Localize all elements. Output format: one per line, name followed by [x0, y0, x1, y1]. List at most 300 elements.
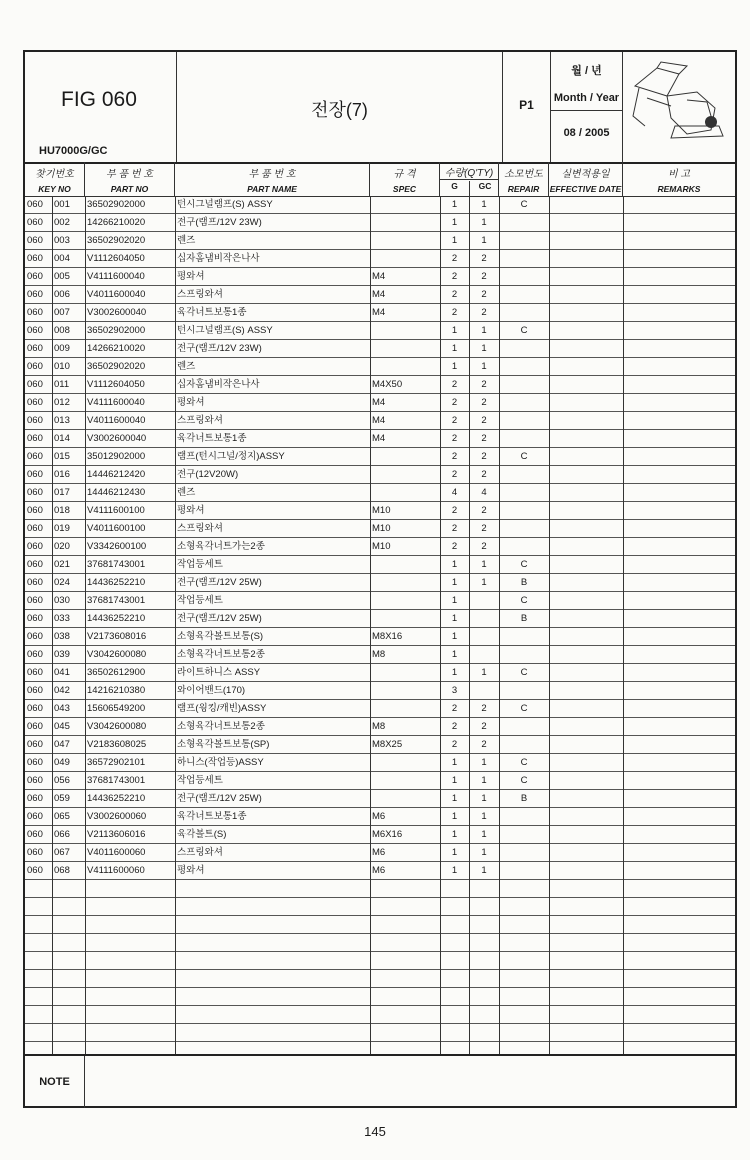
cell-spec [370, 358, 440, 375]
table-row [25, 286, 735, 304]
cell-fig: 060 [27, 451, 43, 462]
cell-key: 018 [54, 505, 70, 516]
cell-part-no: V3042600080 [87, 649, 147, 660]
cell-gc: 1 [481, 667, 487, 678]
table-row [25, 754, 735, 772]
cell-key: 041 [54, 667, 70, 678]
table-row [25, 790, 735, 808]
cell-spec [370, 322, 440, 339]
cell-gc: 1 [481, 811, 487, 822]
cell-key: 006 [54, 289, 70, 300]
cell-key: 042 [54, 685, 70, 696]
cell-part-no: 36502902020 [87, 235, 146, 246]
cell-name: 육각너트보통1종 [177, 433, 247, 444]
cell-part-no: V4011600040 [87, 289, 146, 300]
note-label: NOTE [25, 1056, 85, 1108]
cell-fig: 060 [27, 541, 43, 552]
cell-gc: 1 [481, 865, 487, 876]
cell-key: 001 [54, 199, 70, 210]
cell-fig: 060 [27, 811, 43, 822]
cell-gc: 2 [481, 451, 487, 462]
cell-name: 작업등세트 [177, 595, 223, 606]
cell-name: 전구(램프/12V 25W) [177, 793, 262, 804]
cell-spec: M8 [372, 649, 386, 660]
cell-spec [370, 754, 440, 771]
cell-key: 012 [54, 397, 70, 408]
cell-spec [370, 196, 440, 213]
cell-fig: 060 [27, 829, 43, 840]
cell-fig: 060 [27, 343, 43, 354]
cell-fig: 060 [27, 325, 43, 336]
cell-key: 005 [54, 271, 70, 282]
cell-spec: M6 [372, 811, 386, 822]
cell-key: 011 [54, 379, 70, 390]
cell-name: 전구(램프/12V 25W) [177, 613, 262, 624]
cell-key: 030 [54, 595, 70, 606]
cell-name: 십자홈냄비작은나사 [177, 379, 260, 390]
empty-row [25, 934, 735, 952]
cell-g: 1 [451, 649, 458, 660]
cell-gc: 1 [481, 361, 487, 372]
cell-part-no: 15606549200 [87, 703, 146, 714]
cell-fig: 060 [27, 433, 43, 444]
table-row [25, 574, 735, 592]
cell-spec [370, 610, 440, 627]
cell-part-no: V4011600060 [87, 847, 146, 858]
fig-cell [25, 52, 177, 162]
cell-repair [499, 862, 549, 879]
cell-fig: 060 [27, 415, 43, 426]
table-row [25, 700, 735, 718]
table-row [25, 610, 735, 628]
cell-repair: B [520, 793, 528, 804]
cell-spec: M8 [372, 721, 386, 732]
cell-g: 1 [451, 199, 458, 210]
note-section [25, 1054, 735, 1108]
cell-gc: 2 [481, 505, 487, 516]
cell-g: 2 [451, 523, 458, 534]
cell-gc [469, 682, 499, 699]
cell-fig: 060 [27, 631, 43, 642]
cell-name: 평와셔 [177, 865, 205, 876]
table-row [25, 538, 735, 556]
cell-name: 전구(램프/12V 25W) [177, 577, 262, 588]
cell-part-no: 37681743001 [87, 595, 146, 606]
cell-fig: 060 [27, 469, 43, 480]
cell-gc: 4 [481, 487, 487, 498]
table-row [25, 430, 735, 448]
cell-g: 2 [451, 541, 458, 552]
cell-key: 021 [54, 559, 70, 570]
cell-name: 스프링와셔 [177, 523, 223, 534]
table-row [25, 628, 735, 646]
cell-part-no: 36502902020 [87, 361, 146, 372]
cell-name: 스프링와셔 [177, 847, 223, 858]
cell-part-no: 36502902000 [87, 325, 146, 336]
table-row [25, 520, 735, 538]
cell-g: 2 [451, 397, 458, 408]
month-year-en: Month / Year [553, 92, 620, 104]
cell-key: 067 [54, 847, 70, 858]
cell-part-no: 35012902000 [87, 451, 146, 462]
cell-gc: 2 [481, 739, 487, 750]
cell-key: 004 [54, 253, 70, 264]
cell-g: 1 [451, 235, 458, 246]
cell-name: 소형육각너트보통2종 [177, 721, 265, 732]
col-qty: 수량(Q'TY) G GC [440, 162, 499, 196]
cell-name: 스프링와셔 [177, 415, 223, 426]
cell-g: 1 [451, 865, 458, 876]
table-row [25, 556, 735, 574]
cell-part-no: 36502612900 [87, 667, 146, 678]
cell-key: 009 [54, 343, 70, 354]
empty-row [25, 1024, 735, 1042]
cell-gc: 1 [481, 847, 487, 858]
cell-spec [370, 448, 440, 465]
cell-fig: 060 [27, 775, 43, 786]
cell-repair [499, 268, 549, 285]
cell-name: 램프(윙킹/캐빈)ASSY [177, 703, 267, 714]
cell-part-no: V1112604050 [87, 253, 145, 264]
cell-key: 008 [54, 325, 70, 336]
cell-g: 3 [451, 685, 458, 696]
cell-repair [499, 502, 549, 519]
cell-gc: 2 [481, 703, 487, 714]
cell-gc: 2 [481, 271, 487, 282]
cell-fig: 060 [27, 613, 43, 624]
cell-g: 2 [451, 505, 458, 516]
cell-name: 전구(램프/12V 23W) [177, 343, 262, 354]
cell-name: 라이트하니스 ASSY [177, 667, 261, 678]
cell-part-no: V1112604050 [87, 379, 145, 390]
cell-repair [499, 718, 549, 735]
cell-part-no: V4111600040 [87, 397, 145, 408]
cell-spec [370, 214, 440, 231]
table-row [25, 646, 735, 664]
table-row [25, 484, 735, 502]
cell-key: 013 [54, 415, 70, 426]
page-cell [503, 52, 551, 162]
date-value: 08 / 2005 [563, 127, 610, 139]
cell-repair [499, 826, 549, 843]
table-row [25, 502, 735, 520]
cell-fig: 060 [27, 757, 43, 768]
cell-part-no: 14436252210 [87, 577, 146, 588]
excavator-icon [627, 56, 731, 156]
cell-g: 1 [451, 775, 458, 786]
table-row [25, 340, 735, 358]
cell-spec: M4 [372, 289, 386, 300]
cell-name: 평와셔 [177, 271, 205, 282]
cell-repair [499, 286, 549, 303]
cell-repair [499, 412, 549, 429]
cell-gc: 2 [481, 469, 487, 480]
cell-g: 1 [451, 829, 458, 840]
cell-spec [370, 340, 440, 357]
cell-gc: 2 [481, 253, 487, 264]
cell-part-no: V2183608025 [87, 739, 147, 750]
cell-repair: C [520, 199, 528, 210]
cell-spec [370, 700, 440, 717]
cell-spec: M6 [372, 865, 386, 876]
cell-g: 1 [451, 343, 458, 354]
cell-gc: 2 [481, 523, 487, 534]
cell-part-no: V2113606016 [87, 829, 146, 840]
cell-spec: M4 [372, 397, 386, 408]
empty-row [25, 1006, 735, 1024]
month-year-ko: 월 / 년 [571, 65, 602, 77]
cell-g: 2 [451, 307, 458, 318]
cell-name: 십자홈냄비작은나사 [177, 253, 260, 264]
cell-key: 043 [54, 703, 70, 714]
col-repair: 소모번도 REPAIR [499, 162, 549, 196]
cell-gc: 2 [481, 397, 487, 408]
cell-fig: 060 [27, 559, 43, 570]
cell-fig: 060 [27, 793, 43, 804]
col-part-no: 부 품 번 호 PART NO [85, 162, 175, 196]
cell-g: 1 [451, 811, 458, 822]
cell-repair [499, 538, 549, 555]
cell-key: 007 [54, 307, 70, 318]
cell-key: 066 [54, 829, 70, 840]
table-row [25, 376, 735, 394]
empty-row [25, 970, 735, 988]
table-row [25, 682, 735, 700]
cell-spec: M4X50 [372, 379, 403, 390]
cell-spec: M8X16 [372, 631, 403, 642]
cell-g: 1 [451, 757, 458, 768]
cell-name: 전구(램프/12V 23W) [177, 217, 262, 228]
cell-repair [499, 394, 549, 411]
cell-fig: 060 [27, 685, 43, 696]
cell-part-no: V2173608016 [87, 631, 147, 642]
cell-key: 015 [54, 451, 70, 462]
cell-name: 평와셔 [177, 397, 205, 408]
cell-spec: M10 [372, 541, 391, 552]
cell-repair [499, 646, 549, 663]
cell-repair: C [520, 667, 528, 678]
cell-key: 003 [54, 235, 70, 246]
cell-spec [370, 592, 440, 609]
cell-g: 2 [451, 703, 458, 714]
table-row [25, 196, 735, 214]
col-spec: 규 격 SPEC [370, 162, 440, 196]
cell-part-no: V4111600060 [87, 865, 145, 876]
cell-spec: M4 [372, 433, 386, 444]
parts-sheet [23, 50, 737, 1108]
cell-gc [469, 646, 499, 663]
cell-fig: 060 [27, 667, 43, 678]
cell-key: 068 [54, 865, 70, 876]
cell-g: 2 [451, 433, 458, 444]
cell-g: 1 [451, 595, 458, 606]
cell-spec [370, 484, 440, 501]
cell-g: 2 [451, 289, 458, 300]
parts-table-body [25, 196, 735, 1054]
table-row [25, 826, 735, 844]
cell-gc [469, 592, 499, 609]
cell-repair [499, 340, 549, 357]
cell-part-no: 37681743001 [87, 559, 146, 570]
table-row [25, 448, 735, 466]
cell-g: 1 [451, 847, 458, 858]
cell-repair: C [520, 325, 528, 336]
cell-repair: B [520, 613, 528, 624]
cell-name: 작업등세트 [177, 559, 223, 570]
cell-key: 059 [54, 793, 70, 804]
table-row [25, 592, 735, 610]
cell-g: 1 [451, 613, 458, 624]
cell-spec [370, 250, 440, 267]
cell-key: 033 [54, 613, 70, 624]
cell-key: 047 [54, 739, 70, 750]
cell-part-no: 14266210020 [87, 217, 146, 228]
cell-gc: 1 [481, 235, 487, 246]
cell-repair [499, 358, 549, 375]
cell-key: 016 [54, 469, 70, 480]
cell-fig: 060 [27, 397, 43, 408]
cell-repair [499, 376, 549, 393]
page-title: 전장(7) [311, 100, 368, 120]
table-row [25, 358, 735, 376]
cell-key: 056 [54, 775, 70, 786]
cell-repair [499, 844, 549, 861]
cell-part-no: V3002600040 [87, 433, 147, 444]
cell-spec [370, 232, 440, 249]
cell-fig: 060 [27, 721, 43, 732]
cell-spec [370, 790, 440, 807]
cell-fig: 060 [27, 649, 43, 660]
table-row [25, 412, 735, 430]
col-effective-date: 실변적용일 EFFECTIVE DATE [549, 162, 623, 196]
page-number: 145 [364, 1124, 386, 1139]
cell-g: 2 [451, 721, 458, 732]
table-row [25, 844, 735, 862]
cell-gc: 2 [481, 415, 487, 426]
cell-key: 002 [54, 217, 70, 228]
cell-g: 2 [451, 379, 458, 390]
cell-key: 019 [54, 523, 70, 534]
cell-gc: 1 [481, 757, 487, 768]
cell-spec [370, 574, 440, 591]
cell-key: 010 [54, 361, 70, 372]
cell-name: 육각너트보통1종 [177, 811, 247, 822]
cell-key: 014 [54, 433, 70, 444]
cell-repair: C [520, 757, 528, 768]
cell-spec: M10 [372, 505, 391, 516]
table-row [25, 772, 735, 790]
cell-name: 하니스(작업등)ASSY [177, 757, 264, 768]
cell-fig: 060 [27, 703, 43, 714]
table-row [25, 736, 735, 754]
cell-repair [499, 232, 549, 249]
cell-part-no: V3342600100 [87, 541, 147, 552]
cell-gc: 2 [481, 541, 487, 552]
table-row [25, 862, 735, 880]
cell-fig: 060 [27, 577, 43, 588]
cell-spec [370, 682, 440, 699]
cell-g: 2 [451, 451, 458, 462]
cell-fig: 060 [27, 847, 43, 858]
column-headers [25, 162, 735, 197]
cell-part-no: 14266210020 [87, 343, 146, 354]
cell-spec: M4 [372, 271, 386, 282]
table-row [25, 322, 735, 340]
cell-g: 2 [451, 469, 458, 480]
cell-spec: M8X25 [372, 739, 403, 750]
cell-repair [499, 250, 549, 267]
cell-key: 045 [54, 721, 70, 732]
cell-part-no: 14446212430 [87, 487, 146, 498]
cell-part-no: 14436252210 [87, 613, 146, 624]
cell-part-no: 14446212420 [87, 469, 146, 480]
cell-key: 065 [54, 811, 70, 822]
cell-name: 소형육각너트보통2종 [177, 649, 265, 660]
cell-part-no: V4011600100 [87, 523, 146, 534]
cell-fig: 060 [27, 523, 43, 534]
cell-part-no: 36502902000 [87, 199, 146, 210]
cell-name: 소형육각볼트보통(S) [177, 631, 264, 642]
title-cell [177, 52, 503, 162]
table-row [25, 250, 735, 268]
cell-name: 전구(12V20W) [177, 469, 239, 480]
table-row [25, 214, 735, 232]
cell-part-no: V3042600080 [87, 721, 147, 732]
cell-fig: 060 [27, 217, 43, 228]
cell-gc: 1 [481, 775, 487, 786]
cell-gc: 1 [481, 343, 487, 354]
cell-gc: 2 [481, 721, 487, 732]
cell-name: 램프(턴시그널/정지)ASSY [177, 451, 285, 462]
col-key: 찾기번호 KEY NO [25, 162, 85, 196]
empty-row [25, 880, 735, 898]
cell-part-no: V4111600100 [87, 505, 145, 516]
cell-repair: C [520, 595, 528, 606]
cell-gc: 1 [481, 559, 487, 570]
cell-fig: 060 [27, 739, 43, 750]
cell-g: 2 [451, 271, 458, 282]
cell-part-no: 14216210380 [87, 685, 146, 696]
cell-name: 스프링와셔 [177, 289, 223, 300]
cell-repair [499, 628, 549, 645]
cell-gc: 2 [481, 433, 487, 444]
cell-spec [370, 664, 440, 681]
cell-g: 1 [451, 217, 458, 228]
cell-repair [499, 214, 549, 231]
table-row [25, 808, 735, 826]
cell-key: 017 [54, 487, 70, 498]
month-year-cell [551, 52, 623, 162]
empty-row [25, 898, 735, 916]
table-row [25, 394, 735, 412]
cell-repair: C [520, 775, 528, 786]
cell-repair [499, 466, 549, 483]
cell-spec [370, 466, 440, 483]
cell-gc: 2 [481, 379, 487, 390]
cell-name: 턴시그널램프(S) ASSY [177, 199, 273, 210]
cell-fig: 060 [27, 271, 43, 282]
table-row [25, 466, 735, 484]
machine-illustration [623, 52, 735, 162]
cell-part-no: 37681743001 [87, 775, 146, 786]
cell-spec: M4 [372, 307, 386, 318]
cell-repair [499, 520, 549, 537]
cell-repair [499, 736, 549, 753]
cell-fig: 060 [27, 505, 43, 516]
cell-fig: 060 [27, 199, 43, 210]
cell-repair: C [520, 559, 528, 570]
cell-fig: 060 [27, 307, 43, 318]
